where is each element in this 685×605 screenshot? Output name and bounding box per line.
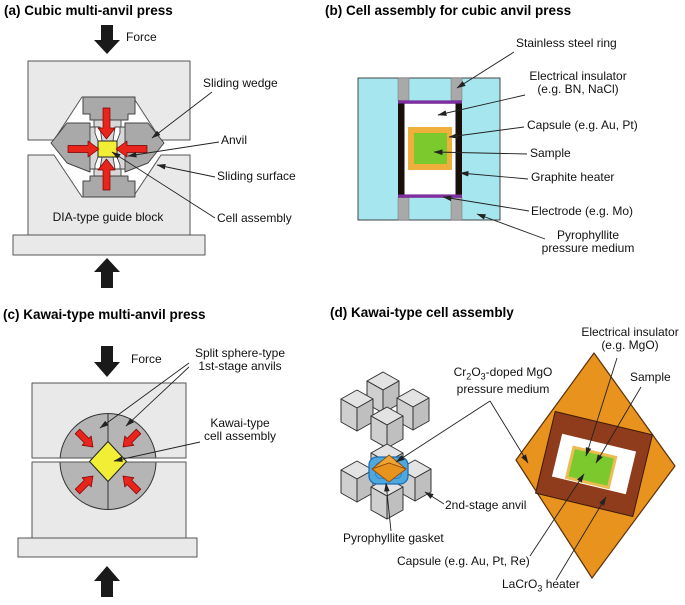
second-stage-cubes-upper — [341, 372, 429, 448]
cr2o3-medium-label: $Cr_2O_3$-doped MgO pressure medium — [453, 365, 553, 397]
guide-block-label: DIA-type guide block — [52, 210, 164, 224]
graphite-heater-right — [456, 104, 463, 195]
kawai-cell-label: Kawai-type cell assembly — [203, 416, 277, 443]
kawai-press-diagram — [18, 346, 200, 597]
panel-c-title: (c) Kawai-type multi-anvil press — [3, 307, 206, 322]
force-down-arrow — [94, 25, 120, 54]
capsule-label-b: Capsule (e.g. Au, Pt) — [527, 118, 638, 132]
electrode-label: Electrode (e.g. Mo) — [531, 204, 634, 218]
force-down-arrow-c — [94, 346, 120, 377]
base-plate-c — [18, 538, 197, 557]
pyrophyllite-medium-label: Pyrophyllite pressure medium — [541, 228, 635, 255]
panel-a-title: (a) Cubic multi-anvil press — [4, 3, 173, 18]
sample-shape — [414, 133, 447, 164]
force-label-c: Force — [131, 352, 162, 366]
sample-label-d: Sample — [630, 370, 671, 384]
second-stage-anvil-label: 2nd-stage anvil — [445, 498, 527, 512]
panel-d-title: (d) Kawai-type cell assembly — [330, 305, 514, 320]
sliding-surface-label: Sliding surface — [217, 169, 296, 183]
electrode-bottom — [398, 194, 462, 197]
cubic-cell-diagram — [358, 52, 545, 239]
panel-b-title: (b) Cell assembly for cubic anvil press — [325, 3, 572, 18]
sample-label-b: Sample — [530, 146, 571, 160]
base-plate — [13, 235, 205, 255]
split-sphere-label: Split sphere-type 1st-stage anvils — [194, 346, 286, 373]
force-label-a: Force — [126, 30, 157, 44]
lacro3-heater-label: LaCrO$_3$ heater — [502, 577, 580, 594]
graphite-heater-label: Graphite heater — [531, 170, 615, 184]
cell-assembly-label: Cell assembly — [217, 211, 292, 225]
pyrophyllite-gasket-label: Pyrophyllite gasket — [343, 531, 444, 545]
insulator-label-d: Electrical insulator (e.g. MgO) — [581, 325, 679, 352]
cubic-press-diagram — [13, 25, 219, 288]
capsule-label-d: Capsule (e.g. Au, Pt, Re) — [397, 554, 530, 568]
sliding-wedge-label: Sliding wedge — [203, 76, 278, 90]
stainless-ring-label: Stainless steel ring — [516, 36, 617, 50]
insulator-label-b: Electrical insulator (e.g. BN, NaCl) — [529, 69, 627, 96]
graphite-heater-left — [398, 104, 405, 195]
electrode-top — [398, 100, 462, 103]
anvil-label: Anvil — [221, 133, 248, 147]
force-up-arrow-c — [94, 566, 120, 597]
force-up-arrow — [94, 258, 120, 288]
cell-assembly-cube — [98, 141, 117, 157]
